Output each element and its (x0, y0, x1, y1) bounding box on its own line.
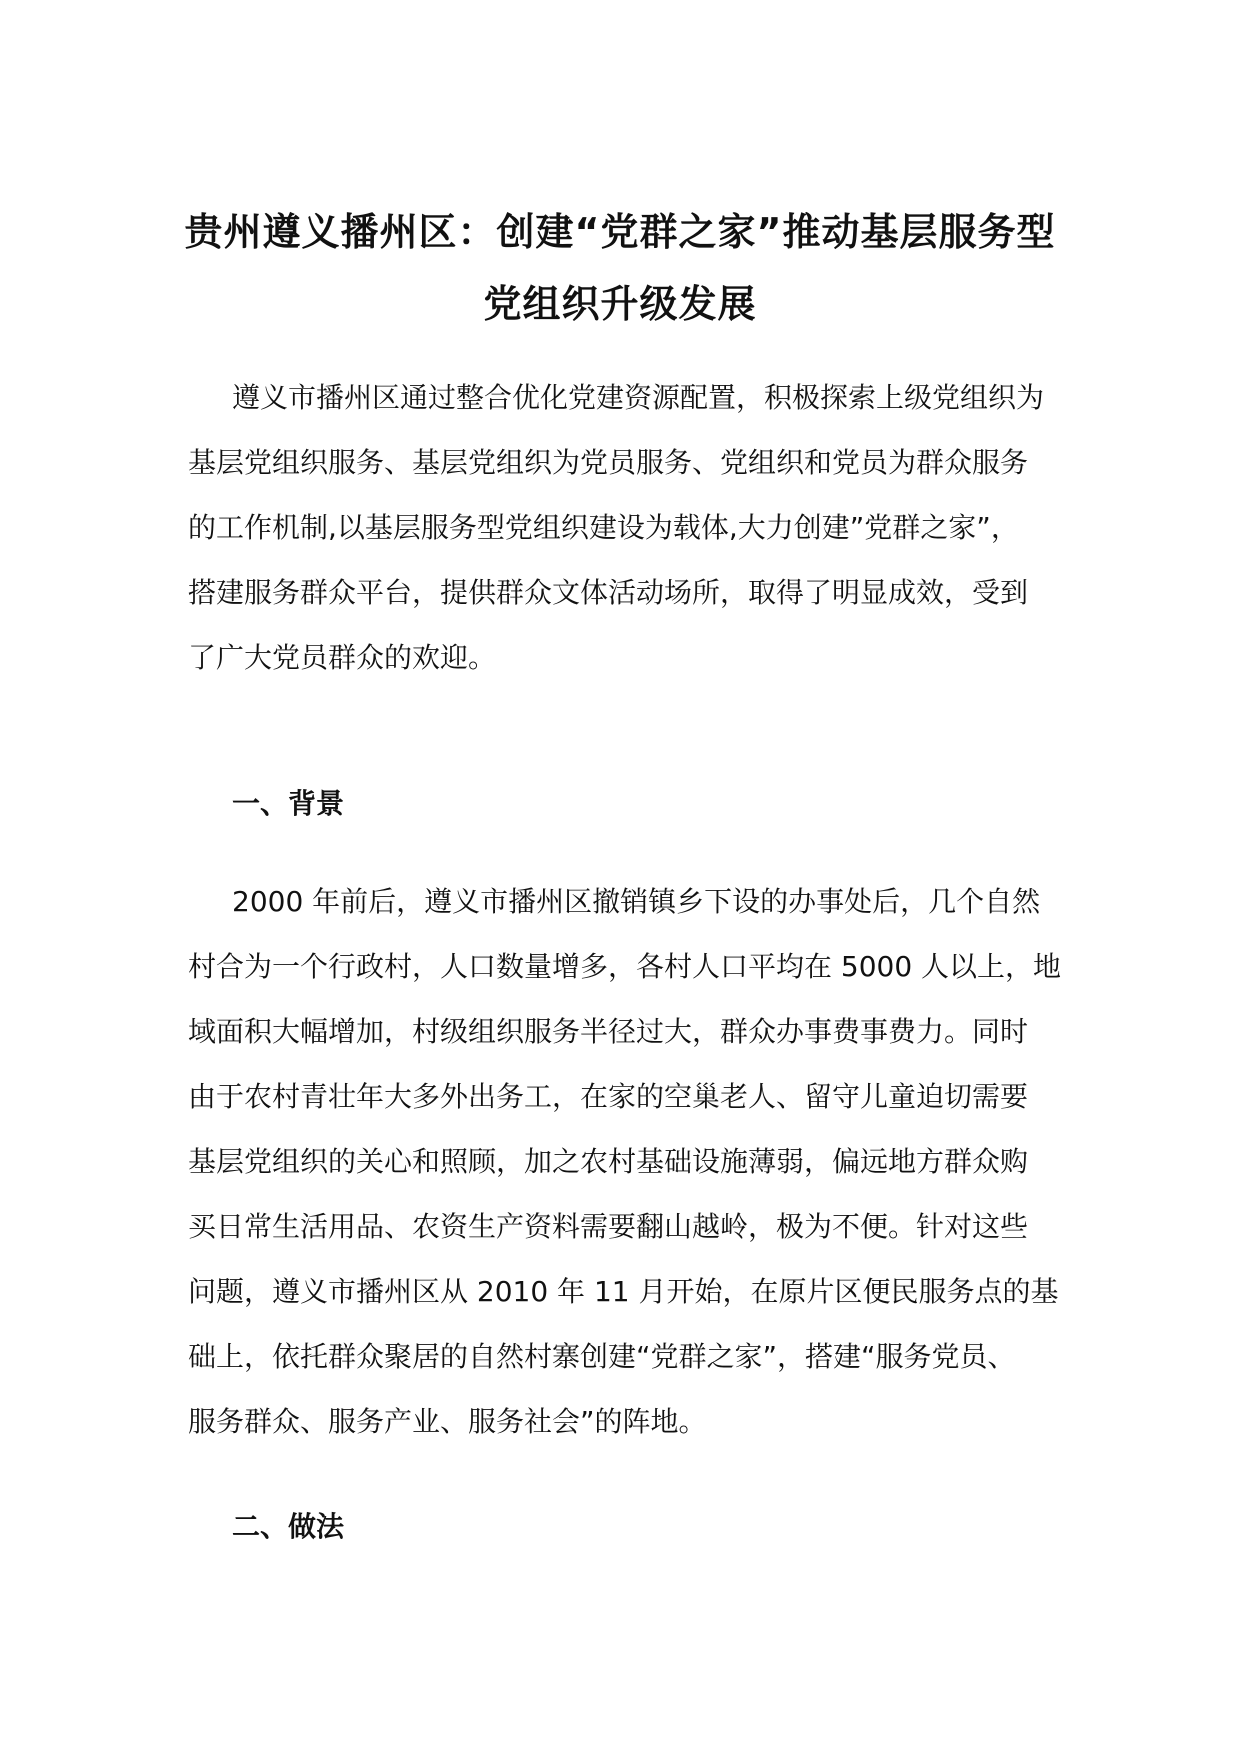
intro-line-3: 的工作机制,以基层服务型党组织建设为载体,大力创建”党群之家”， (188, 511, 1019, 544)
intro-line-1: 遵义市播州区通过整合优化党建资源配置，积极探索上级党组织为 (232, 381, 1045, 414)
background-paragraph (188, 869, 1068, 1454)
section-heading-background: 一、背景 (232, 787, 345, 820)
intro-paragraph (188, 365, 1068, 690)
background-line-5: 基层党组织的关心和照顾，加之农村基础设施薄弱，偏远地方群众购 (188, 1145, 1029, 1178)
title-line-1: 贵州遵义播州区：创建“党群之家”推动基层服务型 (184, 210, 1056, 254)
background-line-3: 域面积大幅增加，村级组织服务半径过大，群众办事费事费力。同时 (188, 1015, 1029, 1048)
background-line-1: 2000 年前后，遵义市播州区撤销镇乡下设的办事处后，几个自然 (232, 885, 1041, 918)
background-line-4: 由于农村青壮年大多外出务工，在家的空巢老人、留守儿童迫切需要 (188, 1080, 1029, 1113)
section-heading-approach: 二、做法 (232, 1510, 345, 1543)
background-line-2: 村合为一个行政村，人口数量增多，各村人口平均在 5000 人以上，地 (188, 950, 1062, 983)
intro-line-2: 基层党组织服务、基层党组织为党员服务、党组织和党员为群众服务 (188, 446, 1029, 479)
background-line-7: 问题，遵义市播州区从 2010 年 11 月开始，在原片区便民服务点的基 (188, 1275, 1059, 1308)
intro-line-4: 搭建服务群众平台，提供群众文体活动场所，取得了明显成效，受到 (188, 576, 1029, 609)
background-line-9: 服务群众、服务产业、服务社会”的阵地。 (188, 1405, 707, 1438)
background-line-6: 买日常生活用品、农资生产资料需要翻山越岭，极为不便。针对这些 (188, 1210, 1029, 1243)
document-title (150, 196, 1090, 340)
title-line-2: 党组织升级发展 (483, 282, 757, 326)
background-line-8: 础上，依托群众聚居的自然村寨创建“党群之家”，搭建“服务党员、 (188, 1340, 1016, 1373)
intro-line-5: 了广大党员群众的欢迎。 (188, 641, 497, 674)
